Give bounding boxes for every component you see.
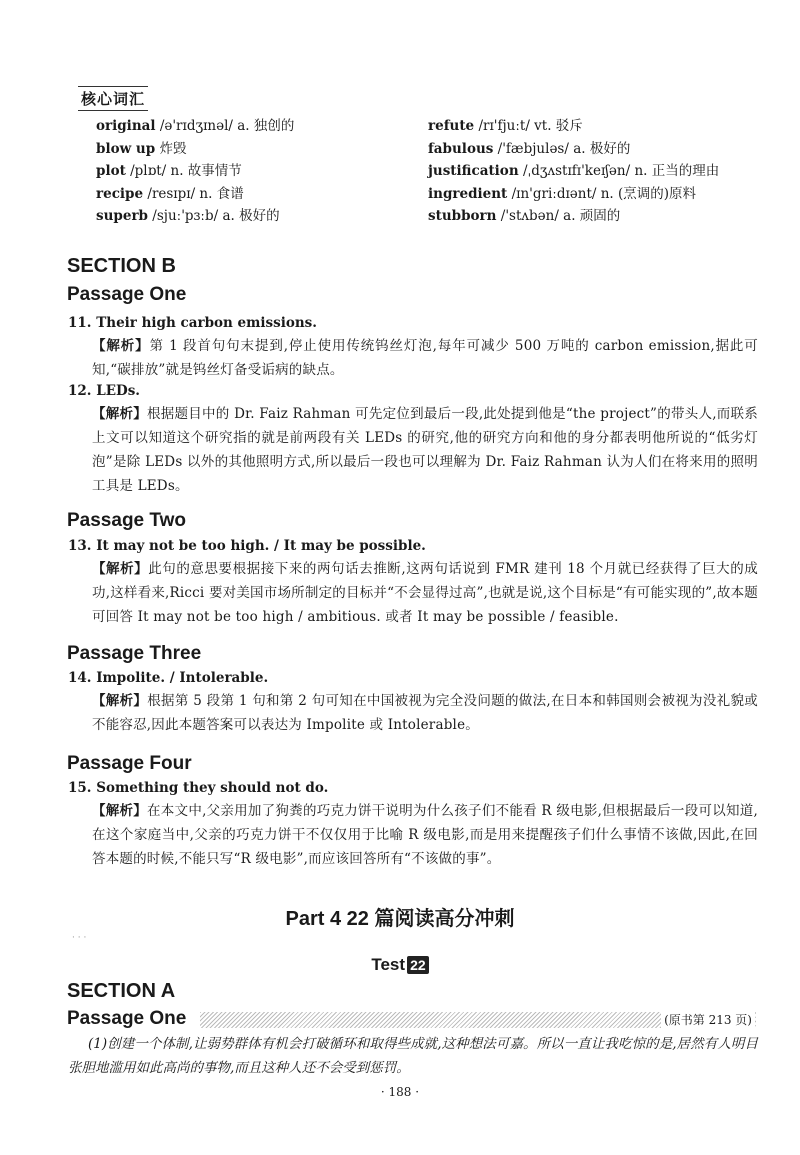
answer-line: 14. Impolite. / Intolerable.: [68, 670, 269, 686]
vocab-right-column: [428, 115, 719, 228]
explanation: 【解析】根据第 5 段第 1 句和第 2 句可知在中国被视为完全没问题的做法,在日本和韩国则会被视为没礼貌或不能容忍,因此本题答案可以表达为 Impolite 或 Intolerable。: [92, 693, 758, 733]
vocab-item: plot /plɒt/ n. 故事情节: [96, 163, 242, 179]
explanation: 【解析】在本文中,父亲用加了狗粪的巧克力饼干说明为什么孩子们不能看 R 级电影,但根据最后一段可以知道,在这个家庭当中,父亲的巧克力饼干不仅仅用于比喻 R 级电影,而是用来提醒孩子们什么事情不该做,因此,在回答本题的时候,不能只写“R 级电影”,而应该回答所有“不该做的事”。: [92, 803, 758, 867]
vocab-item: superb /sjuː'pɜːb/ a. 极好的: [96, 208, 280, 224]
test-number-badge: 22: [407, 956, 429, 974]
vocab-item: fabulous /'fæbjuləs/ a. 极好的: [428, 140, 631, 157]
explanation: 【解析】第 1 段首句句末提到,停止使用传统钨丝灯泡,每年可减少 500 万吨的 carbon emission,据此可知,“碳排放”就是钨丝灯备受诟病的缺点。: [92, 338, 758, 378]
explanation: 【解析】根据题目中的 Dr. Faiz Rahman 可先定位到最后一段,此处提到他是“the project”的带头人,而联系上文可以知道这个研究指的就是前两段有关 LEDs 的研究,他的研究方向和他的身分都表明他所说的“低劣灯泡”是除 LEDs 以外的其他照明方式,所以最后一段也可以理解为 Dr. Faiz Rahman 认为人们在将来用的照明工具是 LEDs。: [92, 406, 758, 494]
vocab-item: recipe /resɪpɪ/ n. 食谱: [96, 185, 244, 202]
vocab-item: blow up 炸毁: [96, 140, 187, 157]
passage-four-title: Passage Four: [67, 753, 192, 774]
answer-line: 12. LEDs.: [68, 383, 140, 399]
part-title: Part 4 22 篇阅读高分冲刺: [285, 908, 515, 930]
passage-three-title: Passage Three: [67, 643, 202, 664]
passage-two-title: Passage Two: [67, 510, 186, 531]
answer-line: 15. Something they should not do.: [68, 780, 329, 796]
translation-paragraph: (1)创建一个体制,让弱势群体有机会打破循环和取得些成就,这种想法可嘉。所以一直让我吃惊的是,居然有人明目张胆地滥用如此高尚的事物,而且这种人还不会受到惩罚。: [68, 1036, 758, 1076]
question-14: [68, 670, 758, 737]
question-13: [68, 538, 758, 629]
passage-one-title: Passage One: [67, 284, 187, 305]
vocab-item: refute /rɪ'fjuːt/ vt. 驳斥: [428, 118, 583, 134]
vocab-left-column: [96, 115, 294, 228]
margin-mark: · · ·: [72, 933, 87, 943]
test-title: Test 22: [0, 955, 800, 975]
question-11: [68, 315, 758, 382]
page-number: · 188 ·: [380, 1085, 420, 1099]
vocab-item: original /ə'rɪdʒɪnəl/ a. 独创的: [96, 118, 295, 134]
section-b-title: SECTION B: [67, 255, 176, 277]
question-12: [68, 383, 758, 498]
answer-line: 11. Their high carbon emissions.: [68, 315, 317, 331]
passage-one-title-a: Passage One: [67, 1008, 187, 1029]
vocab-item: stubborn /'stʌbən/ a. 顽固的: [428, 208, 621, 224]
explanation: 【解析】此句的意思要根据接下来的两句话去推断,这两句话说到 FMR 建刊 18 个月就已经获得了巨大的成功,这样看来,Ricci 要对美国市场所制定的目标并“不会显得过高”,也就是说,这个目标是“有可能实现的”,故本题可回答 It may not be too high / ambitious. 或者 It may be possible / feasible.: [92, 561, 758, 625]
vocab-header: 核心词汇: [78, 86, 148, 111]
section-a-title: SECTION A: [67, 980, 176, 1002]
question-15: [68, 780, 758, 871]
answer-line: 13. It may not be too high. / It may be possible.: [68, 538, 426, 554]
vocab-item: justification /ˌdʒʌstɪfɪ'keɪʃən/ n. 正当的理由: [428, 163, 720, 179]
vocab-item: ingredient /ɪn'griːdɪənt/ n. (烹调的)原料: [428, 185, 697, 202]
source-reference: (原书第 213 页): [661, 1012, 755, 1028]
